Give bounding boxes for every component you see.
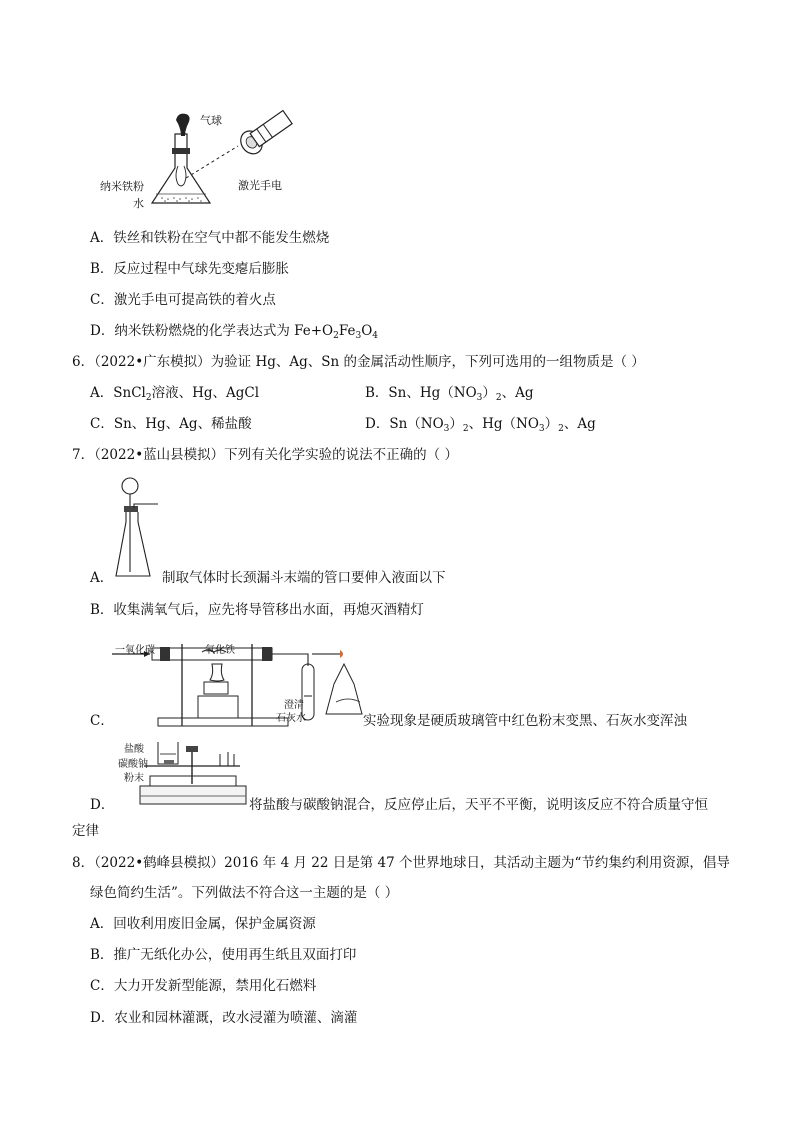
q8-option-a[interactable]: A．回收利用废旧金属，保护金属资源 (90, 916, 316, 932)
limewater-label-1: 澄清 (284, 700, 304, 711)
q7-stem: 7．（2022•蓝山县模拟）下列有关化学实验的说法不正确的（ ） (72, 447, 458, 463)
iron-oxide-label: 氧化铁 (205, 645, 235, 656)
q8-option-d[interactable]: D．农业和园林灌溉，改水浸灌为喷灌、滴灌 (90, 1010, 358, 1026)
q7-option-d-continued: 定律 (72, 823, 99, 839)
q6-option-c[interactable]: C．Sn、Hg、Ag、稀盐酸 (90, 416, 252, 432)
q8-stem-line2: 绿色简约生活”。下列做法不符合这一主题的是（ ） (90, 885, 399, 901)
co-label: 一氧化碳 (115, 645, 155, 656)
limewater-label-2: 石灰水 (276, 713, 306, 724)
q6-option-b[interactable]: B．Sn、$Hg(NO_3)_2$、Ag (365, 385, 534, 403)
sodium-carbonate-label-2: 粉末 (124, 773, 144, 784)
q7-option-c[interactable]: C． 实验现象是硬质玻璃管中红色粉末变黑、石灰水变浑浊 (90, 713, 687, 729)
nano-iron-powder-label: 纳米铁粉 (100, 180, 144, 193)
q5-option-c[interactable]: C．激光手电可提高铁的着火点 (90, 292, 276, 308)
q7-option-b[interactable]: B．收集满氧气后，应先将导管移出水面，再熄灭酒精灯 (90, 602, 424, 618)
balloon-label: 气球 (200, 114, 222, 127)
hydrochloric-acid-label: 盐酸 (124, 744, 144, 755)
q7-option-a[interactable]: A． 制取气体时长颈漏斗末端的管口要伸入液面以下 (90, 570, 446, 586)
balance-scale-figure (136, 736, 248, 810)
q7-option-d[interactable]: D． 将盐酸与碳酸钠混合，反应停止后，天平不平衡，说明该反应不符合质量守恒 (90, 797, 708, 813)
q6-option-d[interactable]: D．$Sn(NO_3)_2$、$Hg(NO_3)_2$、Ag (365, 416, 596, 434)
q5-option-b[interactable]: B．反应过程中气球先变瘪后膨胀 (90, 261, 289, 277)
water-label: 水 (133, 197, 144, 210)
q8-option-c[interactable]: C．大力开发新型能源，禁用化石燃料 (90, 978, 317, 994)
q5-option-a[interactable]: A．铁丝和铁粉在空气中都不能发生燃烧 (90, 230, 330, 246)
q8-option-b[interactable]: B．推广无纸化办公，使用再生纸且双面打印 (90, 947, 357, 963)
sodium-carbonate-label-1: 碳酸钠 (118, 759, 148, 770)
q6-option-a[interactable]: A．SnCl$_2$溶液、Hg、AgCl (90, 385, 260, 403)
q8-stem-line1: 8．（2022•鹤峰县模拟）2016 年 4 月 22 日是第 47 个世界地球日，其活动主题为“节约集约利用资源，倡导 (72, 855, 730, 871)
q6-stem: 6．（2022•广东模拟）为验证 Hg、Ag、Sn 的金属活动性顺序，下列可选用的一组物质是（ ） (72, 354, 645, 370)
laser-torch-label: 激光手电 (238, 179, 282, 192)
long-neck-funnel-flask-figure (112, 476, 162, 584)
q5-option-d[interactable]: D．纳米铁粉燃烧的化学表达式为 $Fe+O_2Fe_3O_4$ (90, 323, 379, 341)
